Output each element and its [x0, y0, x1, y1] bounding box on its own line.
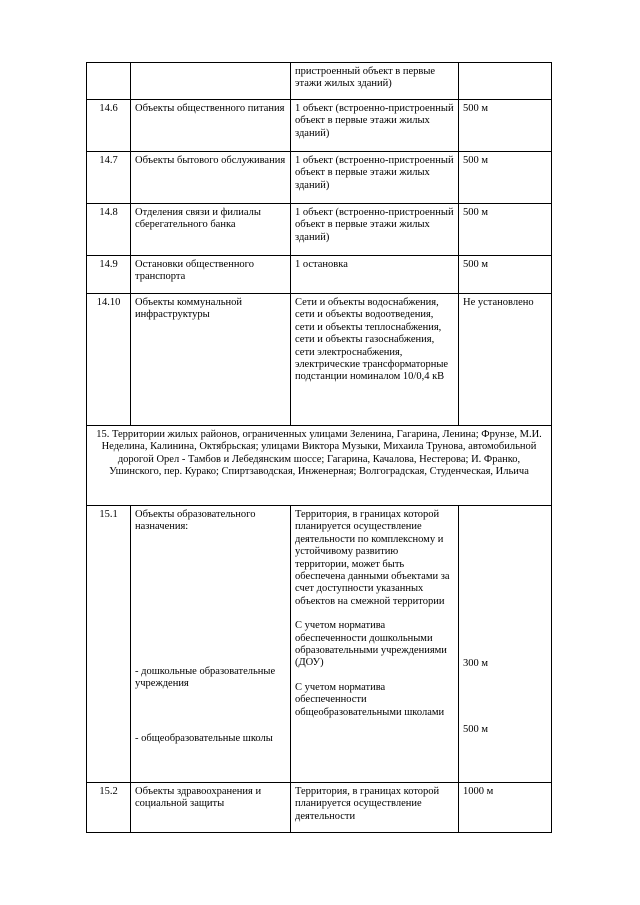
object-value: 1 объект (встроенно-пристроенный объект в первые этажи жилых зданий) [291, 152, 459, 204]
table-row [87, 256, 552, 294]
norms-table [86, 62, 552, 833]
row-number: 15.2 [87, 783, 131, 833]
object-distance: 500 м [459, 204, 552, 256]
row-number: 14.9 [87, 256, 131, 294]
row-number: 14.10 [87, 294, 131, 426]
table-row [87, 63, 552, 100]
spacer [463, 509, 547, 658]
object-value: Территория, в границах которой планируется осуществление деятельности [291, 783, 459, 833]
object-name: Объекты образовательного назначения: [135, 509, 256, 533]
object-distance: 1000 м [459, 783, 552, 833]
row-number: 14.6 [87, 100, 131, 152]
object-name-cell [131, 506, 291, 783]
object-value: Территория, в границах которой планируется осуществление деятельности по комплексному и устойчивому развитию территории, может быть обеспечена данными объектами за счет доступности указанных объектов на смежной территории [295, 509, 450, 607]
object-distance-cell [459, 506, 552, 783]
table-row [87, 100, 552, 152]
spacer [135, 534, 286, 650]
object-distance: 500 м [459, 152, 552, 204]
object-distance: 500 м [459, 256, 552, 294]
object-value: 1 объект (встроенно-пристроенный объект в первые этажи жилых зданий) [291, 204, 459, 256]
object-value: пристроенный объект в первые этажи жилых зданий) [291, 63, 459, 100]
object-value: 1 объект (встроенно-пристроенный объект в первые этажи жилых зданий) [291, 100, 459, 152]
table-row [87, 152, 552, 204]
object-name: Объекты здравоохранения и социальной защиты [131, 783, 291, 833]
table-row [87, 783, 552, 833]
object-value-cell [291, 506, 459, 783]
object-distance: Не установлено [459, 294, 552, 426]
sub-object-value: С учетом норматива обеспеченности дошкольными образовательными учреждениями (ДОУ) [295, 620, 447, 669]
section-heading-row [87, 426, 552, 506]
section-heading: 15. Территории жилых районов, ограниченных улицами Зеленина, Гагарина, Ленина; Фрунзе, М.И. Неделина, Калинина, Октябрьская; улицами Виктора Музыки, Михаила Трунова, автомобильной дорогой Орел - Тамбов и Лебедянским шоссе; Гагарина, Качалова, Нестерова; И. Франко, Ушинского, пер. Курако; Спиртзаводская, Инженерная; Волгоградская, Студенческая, Ильича [87, 426, 552, 506]
row-number: 14.8 [87, 204, 131, 256]
object-distance: 500 м [459, 100, 552, 152]
object-name: Объекты бытового обслуживания [131, 152, 291, 204]
object-name: Остановки общественного транспорта [131, 256, 291, 294]
table-row [87, 294, 552, 426]
object-distance [459, 63, 552, 100]
object-name: Объекты общественного питания [131, 100, 291, 152]
sub-object-value: С учетом норматива обеспеченности общеобразовательными школами [295, 681, 445, 718]
object-value: Сети и объекты водоснабжения, сети и объекты водоотведения, сети и объекты теплоснабжения, сети и объекты газоснабжения, сети электроснабжения, электрические трансформаторные подстанции номиналом 10/0,4 кВ [291, 294, 459, 426]
sub-object-distance: 500 м [463, 724, 489, 736]
table-row [87, 204, 552, 256]
object-value: 1 остановка [291, 256, 459, 294]
sub-object-distance: 300 м [463, 658, 489, 669]
sub-object-name: - общеобразовательные школы [135, 732, 273, 744]
object-name [131, 63, 291, 100]
object-name: Объекты коммунальной инфраструктуры [131, 294, 291, 426]
row-number: 15.1 [87, 506, 131, 783]
object-name: Отделения связи и филиалы сберегательного банка [131, 204, 291, 256]
row-number [87, 63, 131, 100]
table-row [87, 506, 552, 783]
sub-object-name: - дошкольные образовательные учреждения [135, 665, 276, 690]
row-number: 14.7 [87, 152, 131, 204]
